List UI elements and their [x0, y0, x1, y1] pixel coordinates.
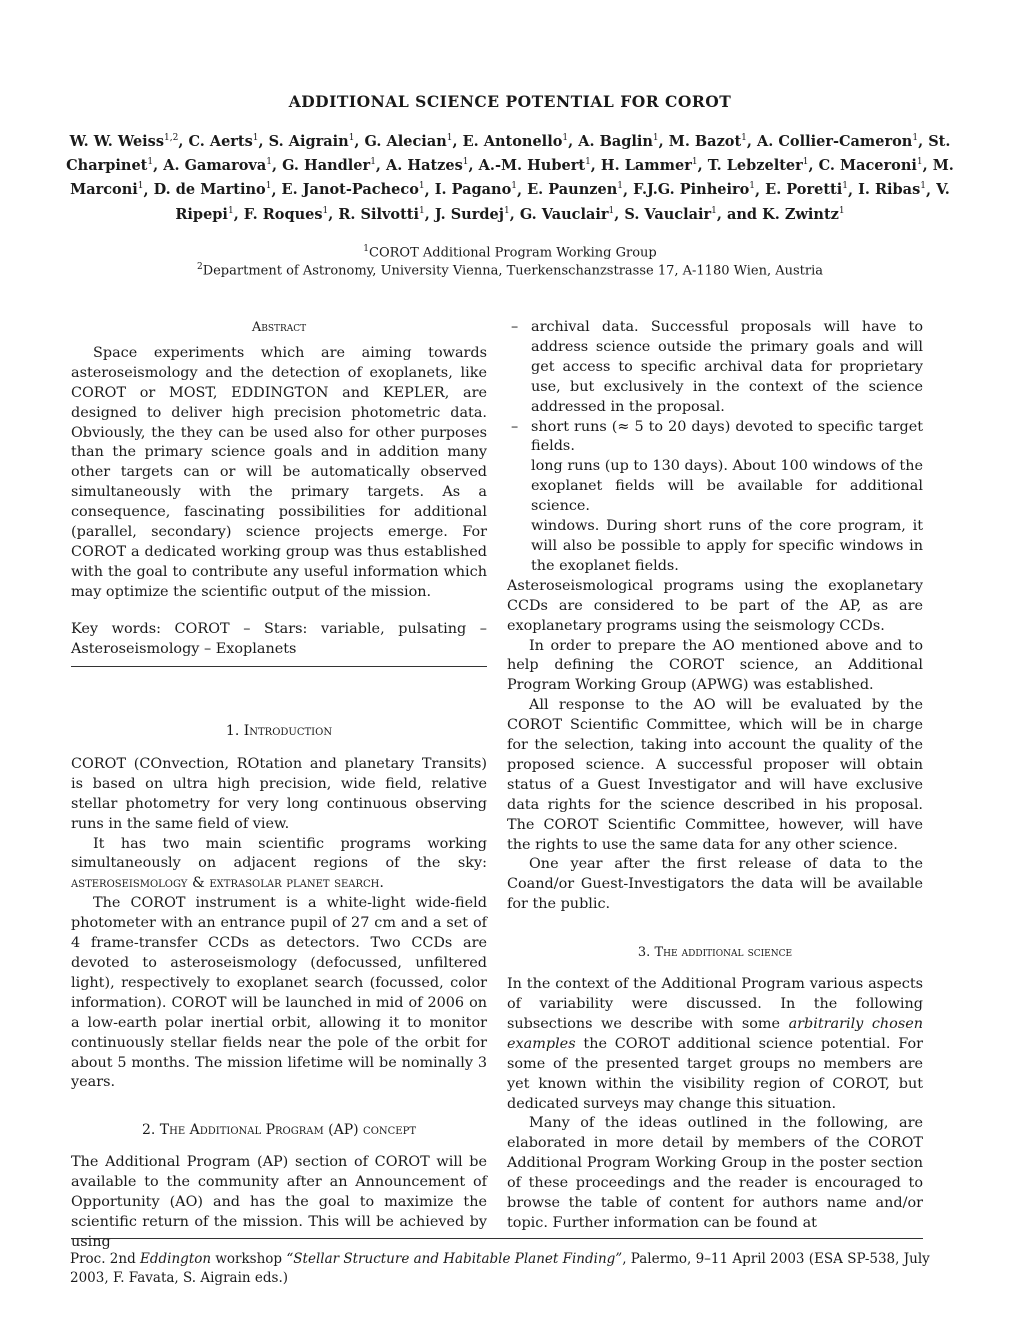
author — [154, 181, 272, 198]
author-name: R. Silvotti — [338, 205, 420, 223]
author — [601, 157, 698, 174]
footer-workshop: Eddington — [140, 1251, 212, 1267]
author-affiliation-mark: 1 — [741, 133, 747, 143]
list-item-archival — [507, 318, 923, 418]
list-item-windows: windows. During short runs of the core program, it will also be possible to apply for specific windows in the exoplanet fields. — [531, 518, 923, 574]
author — [479, 157, 591, 174]
author — [282, 157, 376, 174]
author-name: S. Aigrain — [268, 132, 349, 150]
list-item-text: archival data. Successful proposals will have to address science outside the primary goals and will get access to specific archival data for proprietary use, but exclusively in the context of the science addressed in the proposal. — [531, 319, 923, 415]
author-name: K. Zwintz — [762, 205, 839, 223]
author-name: C. Maceroni — [818, 157, 917, 175]
author-affiliation-mark: 1 — [322, 205, 329, 216]
intro-paragraph-1: COROT (COnvection, ROtation and planetary Transits) is based on ultra high precision, wide field, relative stellar photometry for very long continuous observing runs in the same field of view. — [71, 755, 487, 832]
ap-paragraph-4: All response to the AO will be evaluated by the COROT Scientific Committee, which will be in charge for the selection, taking into account the quality of the proposed science. A successful proposer will obtain status of a Guest Investigator and will have exclusive data rights for the science described in his proposal. The COROT Scientific Committee, however, will have the rights to use the same data for any other science. — [507, 697, 923, 853]
author-affiliation-mark: 1 — [137, 181, 144, 192]
author-name: I. Pagano — [434, 181, 512, 199]
author-name: H. Lammer — [600, 157, 692, 175]
author-affiliation-mark: 1 — [608, 205, 615, 216]
author-affiliation-mark: 1 — [802, 157, 809, 168]
author-affiliation-mark: 1 — [920, 181, 926, 192]
author-list: W. W. Weiss$^{1,2}$, C. Aerts$^1$, S. Aigrain$^1$, G. Alecian$^1$, E. Antonello$^1$, A. Baglin$^1$, M. Bazot$^1$, A. Collier-Cameron$^1$, St. Charpinet$^1$, A. Gamarova$^1$, G. Handler$^1$, A. Hatzes$^1$, A.-M. Hubert$^1$, H. Lammer$^1$, T. Lebzelter$^1$, C. Maceroni$^1$, M. Marconi$^1$, D. de Martino$^1$, E. Janot-Pacheco$^1$, I. Pagano$^1$, E. Paunzen$^1$, F.J.G. Pinheiro$^1$, E. Poretti$^1$, I. Ribas$^1$, V. Ripepi$^1$, F. Roques$^1$, R. Silvotti$^1$, J. Surdej$^1$, G. Vauclair$^1$, S. Vauclair$^1$, and K. Zwintz$^1$ — [66, 132, 954, 223]
author-name: J. Surdej — [434, 205, 504, 223]
author — [70, 133, 179, 150]
footer-divider — [71, 1238, 923, 1239]
science-emphasis: arbitrarily chosen examples — [507, 1015, 923, 1052]
author-affiliation-mark: 1 — [227, 205, 234, 216]
affiliation-text: COROT Additional Program Working Group — [369, 245, 657, 261]
author — [762, 206, 844, 223]
author — [244, 206, 328, 223]
author-name: D. de Martino — [153, 181, 266, 199]
author — [757, 133, 918, 150]
author — [708, 157, 809, 174]
author-affiliation-mark: 1 — [652, 133, 659, 143]
affiliation-2 — [0, 262, 1020, 278]
science-paragraph-1-b: the COROT additional science potential. For some of the presented target groups no members are yet known within the visibility region of COROT, but dedicated surveys may change this situation. — [507, 1035, 923, 1112]
author — [463, 133, 569, 150]
author-name: A. Collier-Cameron — [757, 132, 913, 150]
ap-paragraph-2: Asteroseismological programs using the exoplanetary CCDs are considered to be part of the AP, as are exoplanetary programs using the seismology CCDs. — [507, 577, 923, 634]
author-name: G. Alecian — [364, 132, 447, 150]
author-affiliation-mark: 1,2 — [164, 133, 179, 143]
section-1-heading: 1. Introduction — [225, 723, 333, 739]
author-affiliation-mark: 1 — [838, 205, 845, 216]
dash-bullet: – — [511, 319, 519, 335]
author-name: G. Handler — [282, 157, 371, 175]
abstract-divider — [71, 666, 487, 667]
author — [338, 206, 424, 223]
author-name: E. Poretti — [765, 181, 843, 199]
author-name: E. Paunzen — [527, 181, 618, 199]
proceedings-footer — [70, 1250, 950, 1288]
intro-paragraph-3: The COROT instrument is a white-light wide-field photometer with an entrance pupil of 27 cm and a set of 4 frame-transfer CCDs as detectors. Two CCDs are devoted to asteroseismology (defocussed, unfiltered light), respectively to exoplanet search (focussed, color information). COROT will be launched in mid of 2006 on a low-earth polar inertial orbit, allowing it to monitor continuously stellar fields near the pole of the orbit for about 5 months. The mission lifetime will be nominally 3 years. — [71, 895, 487, 1091]
list-item-text: short runs (≈ 5 to 20 days) devoted to specific target fields. — [531, 418, 923, 455]
author — [365, 133, 453, 150]
author-name: A. Gamarova — [163, 157, 267, 175]
author-affiliation-mark: 1 — [585, 157, 591, 168]
author-affiliation-mark: 1 — [419, 205, 425, 216]
author — [633, 181, 755, 198]
paper-title: ADDITIONAL SCIENCE POTENTIAL FOR COROT — [288, 92, 732, 111]
author-affiliation-mark: 1 — [562, 133, 569, 143]
author-name: A.-M. Hubert — [478, 157, 586, 175]
list-item-long-runs: long runs (up to 130 days). About 100 windows of the exoplanet fields will be available for additional science. — [531, 458, 923, 515]
author-name: I. Ribas — [858, 181, 921, 199]
author-affiliation-mark: 1 — [617, 181, 624, 192]
author-name: T. Lebzelter — [707, 157, 803, 175]
section-3-heading: 3. The additional science — [637, 945, 793, 961]
author — [765, 181, 848, 198]
ap-paragraph-5: One year after the first release of data to the Coand/or Guest-Investigators the data will be available for the public. — [507, 856, 923, 913]
affiliation-mark: 1 — [363, 244, 370, 254]
science-paragraph-1-a: In the context of the Additional Program various aspects of variability were discussed. In the following subsections we describe with some — [507, 976, 923, 1032]
author — [624, 206, 717, 223]
intro-paragraph-2 — [71, 835, 487, 895]
author-affiliation-mark: 1 — [503, 205, 510, 216]
dash-bullet: – — [511, 418, 519, 435]
science-paragraph-1 — [507, 975, 923, 1114]
right-column — [507, 318, 923, 1234]
author — [435, 206, 510, 223]
affiliation-text: Department of Astronomy, University Vienna, Tuerkenschanzstrasse 17, A-1180 Wien, Austria — [202, 263, 824, 279]
left-column-body — [71, 722, 487, 1253]
author-affiliation-mark: 1 — [265, 181, 272, 192]
footer-suffix: , Palermo, 9–11 April 2003 (ESA SP-538, July 2003, F. Favata, S. Aigrain eds.) — [70, 1251, 930, 1286]
abstract-heading: Abstract — [251, 320, 307, 335]
author-affiliation-mark: 1 — [370, 157, 376, 168]
author — [269, 133, 355, 150]
affiliation-1 — [0, 244, 1020, 260]
abstract-text: Space experiments which are aiming towards asteroseismology and the detection of exoplanets, like COROT or MOST, EDDINGTON and KEPLER, are designed to deliver high precision photometric data. Obviously, the they can be used also for other purposes than the primary science goals and in addition many other targets can or will be automatically observed simultaneously with the primary targets. As a consequence, fascinating possibilities for additional (parallel, secondary) science projects emerge. For COROT a dedicated working group was thus established with the goal to contribute any useful information which may optimize the scientific output of the mission. — [71, 344, 487, 600]
author-name: A. Baglin — [578, 132, 653, 150]
author — [386, 157, 469, 174]
author — [163, 157, 272, 174]
author — [527, 181, 623, 198]
author-affiliation-mark: 1 — [266, 157, 272, 168]
author — [578, 133, 658, 150]
author — [819, 157, 923, 174]
author — [858, 181, 926, 198]
author-name: C. Aerts — [188, 132, 253, 150]
author-name: F. Roques — [243, 205, 323, 223]
author-name: G. Vauclair — [519, 205, 609, 223]
author-affiliation-mark: 1 — [749, 181, 756, 192]
list-item-short-runs — [507, 418, 923, 577]
keywords: Key words: COROT – Stars: variable, pulsating – Asteroseismology – Exoplanets — [71, 620, 487, 657]
author-name: A. Hatzes — [386, 157, 463, 175]
author-name: W. W. Weiss — [69, 132, 164, 150]
author-affiliation-mark: 1 — [511, 181, 518, 192]
author-name: M. Bazot — [668, 132, 742, 150]
author — [188, 133, 258, 150]
intro-programs: asteroseismology & extrasolar planet search. — [71, 875, 384, 892]
author — [282, 181, 425, 198]
left-column — [71, 318, 487, 660]
author-name: St. Charpinet — [66, 132, 951, 175]
author-affiliation-mark: 1 — [147, 157, 154, 168]
footer-mid: workshop — [211, 1251, 287, 1267]
section-2-heading: 2. The Additional Program (AP) concept — [141, 1122, 417, 1139]
affiliation-mark: 2 — [196, 262, 203, 272]
author — [669, 133, 747, 150]
author-name: S. Vauclair — [624, 205, 712, 223]
author — [520, 206, 614, 223]
author-affiliation-mark: 1 — [348, 133, 355, 143]
ap-paragraph-3: In order to prepare the AO mentioned above and to help defining the COROT science, an Additional Program Working Group (APWG) was established. — [507, 637, 923, 694]
author-affiliation-mark: 1 — [842, 181, 848, 192]
science-paragraph-2: Many of the ideas outlined in the following, are elaborated in more detail by members of the COROT Additional Program Working Group in the poster section of these proceedings and the reader is encouraged to browse the table of content for authors name and/or topic. Further information can be found at — [507, 1115, 923, 1231]
author-affiliation-mark: 1 — [916, 157, 923, 168]
intro-paragraph-2-text: It has two main scientific programs working simultaneously on adjacent regions of the sky: — [71, 835, 487, 872]
author-name: E. Janot-Pacheco — [281, 181, 419, 199]
author-name: E. Antonello — [462, 132, 563, 150]
footer-quote: “Stellar Structure and Habitable Planet Finding” — [286, 1251, 623, 1267]
author-affiliation-mark: 1 — [462, 157, 469, 168]
author-name: F.J.G. Pinheiro — [633, 181, 750, 199]
author-name: V. Ripepi — [175, 181, 950, 223]
author-affiliation-mark: 1 — [711, 205, 717, 216]
author-affiliation-mark: 1 — [446, 133, 453, 143]
author — [435, 181, 517, 198]
author-affiliation-mark: 1 — [252, 133, 259, 143]
footer-prefix: Proc. 2nd — [70, 1251, 141, 1267]
author-name: M. Marconi — [70, 157, 954, 199]
ap-paragraph-1: The Additional Program (AP) section of COROT will be available to the community after an Announcement of Opportunity (AO) and has the goal to maximize the scientific return of the mission. This will be achieved by using — [71, 1154, 487, 1250]
author-affiliation-mark: 1 — [912, 133, 919, 143]
author-affiliation-mark: 1 — [418, 181, 425, 192]
author-affiliation-mark: 1 — [691, 157, 698, 168]
